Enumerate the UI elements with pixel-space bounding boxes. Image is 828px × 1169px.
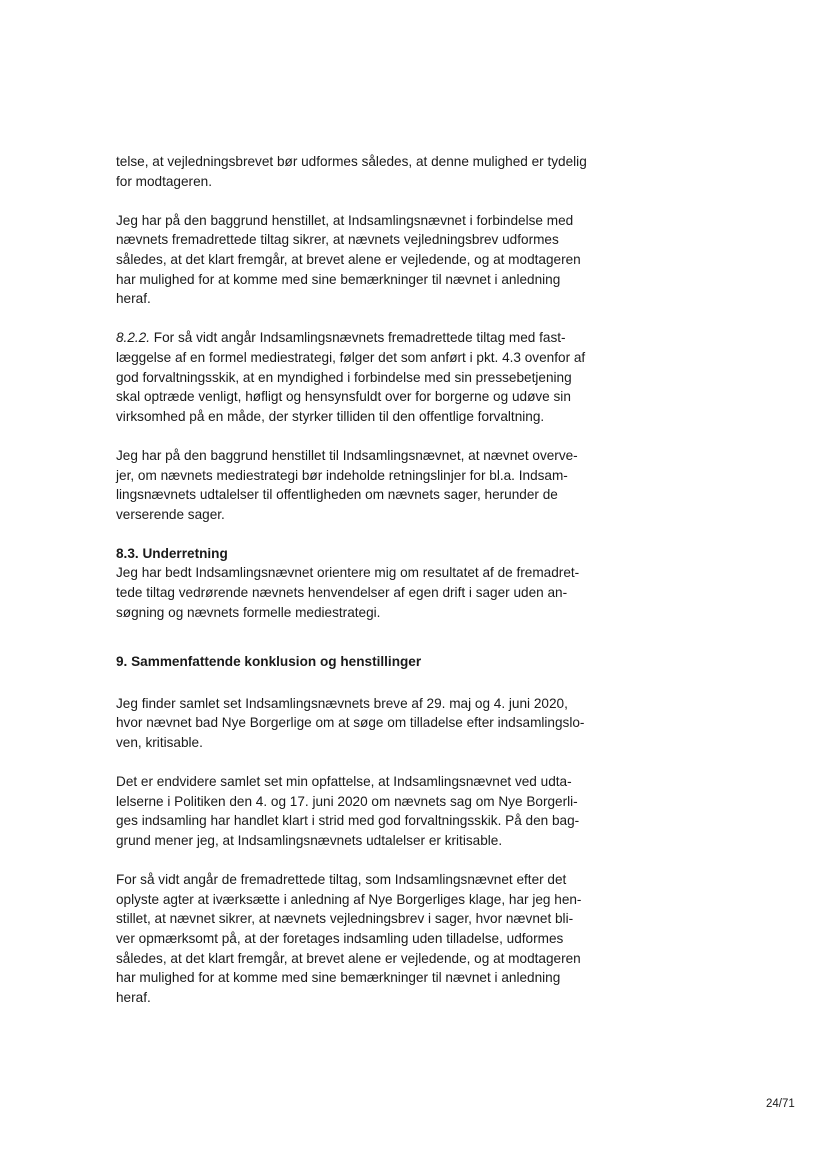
section-number-8-2-2: 8.2.2. — [116, 330, 151, 346]
paragraph-8-2-2 — [116, 328, 606, 426]
section-heading-8-3: 8.3. Underretning — [116, 545, 228, 561]
paragraph-9-conclusion-2: Det er endvidere samlet set min opfattelse, at Indsamlingsnævnet ved udta- lelserne i Politiken den 4. og 17. juni 2020 om nævnets sag om Nye Borgerli- ges indsamling har handlet klart i strid med god forvaltningsskik. På den bag- grund mener jeg, at Indsamlingsnævnets udtalelser er kritisable. — [116, 774, 580, 848]
paragraph-9-conclusion-1: Jeg finder samlet set Indsamlingsnævnets breve af 29. maj og 4. juni 2020, hvor nævnet bad Nye Borgerlige om at søge om tilladelse efter indsamlingslo- ven, kritisable. — [116, 695, 585, 751]
paragraph-9-conclusion-3: For så vidt angår de fremadrettede tiltag, som Indsamlingsnævnet efter det oplyste agter at iværksætte i anledning af Nye Borgerliges klage, har jeg hen- stillet, at nævnet sikrer, at nævnets vejledningsbrev i sager, hvor nævnet bli- ver opmærksomt på, at der foretages indsamling uden tilladelse, udformes således, at det klart fremgår, at brevet alene er vejledende, og at modtageren har mulighed for at komme med sine bemærkninger til nævnet i anledning heraf. — [116, 872, 582, 1005]
paragraph-8-2-2-text: For så vidt angår Indsamlingsnævnets fremadrettede tiltag med fast- læggelse af en formel mediestrategi, følger det som anført i pkt. 4.3 ovenfor af god forvaltningsskik, at en myndighed i forbindelse med sin pressebetjening skal optræde venligt, høfligt og hensynsfuldt over for borgerne og udøve sin virksomhed på en måde, der styrker tilliden til den offentlige forvaltning. — [116, 330, 586, 424]
page-number: 24/71 — [766, 1098, 795, 1110]
paragraph-intro: telse, at vejledningsbrevet bør udformes således, at denne mulighed er tydelig for modtageren. — [116, 154, 587, 189]
paragraph-recommendation-vejledningsbrev: Jeg har på den baggrund henstillet, at Indsamlingsnævnet i forbindelse med nævnets fremadrettede tiltag sikrer, at nævnets vejledningsbrev udformes således, at det klart fremgår, at brevet alene er vejledende, og at modtageren har mulighed for at komme med sine bemærkninger til nævnet i anledning heraf. — [116, 212, 581, 307]
page-content — [116, 152, 606, 1007]
paragraph-8-3: Jeg har bedt Indsamlingsnævnet orientere mig om resultatet af de fremadret- tede tiltag vedrørende nævnets henvendelser af egen drift i sager uden an- søgning og nævnets formelle mediestrategi. — [116, 565, 580, 620]
section-heading-9: 9. Sammenfattende konklusion og henstillinger — [116, 654, 422, 670]
paragraph-recommendation-mediestrategi: Jeg har på den baggrund henstillet til Indsamlingsnævnet, at nævnet overve- jer, om nævnets mediestrategi bør indeholde retningslinjer for bl.a. Indsam- lingsnævnets udtalelser til offentligheden om nævnets sager, herunder de verserende sager. — [116, 447, 578, 522]
